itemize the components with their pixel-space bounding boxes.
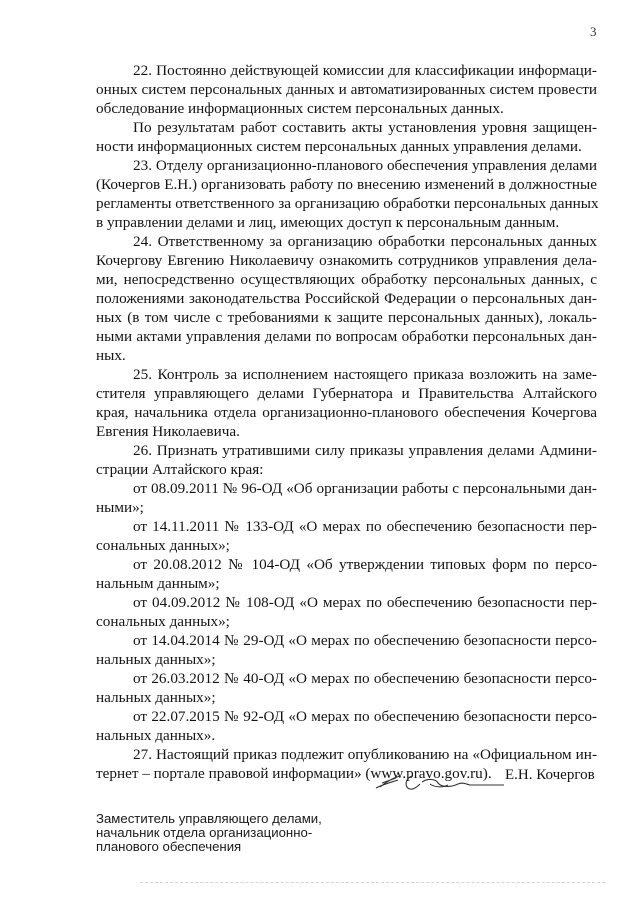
paragraph-24-line-6: ными актами управления делами по вопросам обработки персональных дан- — [96, 328, 597, 345]
paragraph-24-line-2: Кочергову Евгению Николаевичу ознакомить сотрудников управления дела- — [96, 252, 597, 269]
order-item-2-line-2: сональных данных»; — [96, 537, 230, 554]
paragraph-24-line-5: ных (в том числе с требованиями к защите персональных данных), локаль- — [96, 309, 597, 326]
paragraph-26-line-2: страции Алтайского края: — [96, 461, 264, 478]
order-item-7-line-2: нальных данных». — [96, 727, 216, 744]
order-item-5-line-1: от 14.04.2014 № 29-ОД «О мерах по обеспечению безопасности персо- — [133, 632, 597, 649]
paragraph-22-line-2: онных систем персональных данных и автоматизированных систем провести — [96, 81, 597, 98]
paragraph-23-line-3: регламенты ответственного за организацию обработки персональных данных — [96, 195, 599, 212]
signatory-position-line-3: планового обеспечения — [96, 839, 242, 854]
paragraph-26-line-1: 26. Признать утратившими силу приказы управления делами Админи- — [133, 442, 597, 459]
handwritten-signature — [372, 764, 507, 798]
paragraph-27-line-1: 27. Настоящий приказ подлежит опубликованию на «Официальном ин- — [133, 746, 597, 763]
paragraph-22-line-3: обследование информационных систем персональных данных. — [96, 100, 504, 117]
paragraph-24-line-7: ных. — [96, 347, 126, 364]
order-item-7-line-1: от 22.07.2015 № 92-ОД «О мерах по обеспечению безопасности персо- — [133, 708, 597, 725]
paragraph-25-line-1: 25. Контроль за исполнением настоящего приказа возложить на заме- — [133, 366, 597, 383]
paragraph-24-line-4: положениями законодательства Российской Федерации о персональных дан- — [96, 290, 597, 307]
order-item-1-line-2: ными»; — [96, 499, 144, 516]
order-item-2-line-1: от 14.11.2011 № 133-ОД «О мерах по обеспечению безопасности пер- — [133, 518, 597, 535]
signatory-position-line-2: начальник отдела организационно- — [96, 825, 313, 840]
order-item-5-line-2: нальных данных»; — [96, 651, 216, 668]
paragraph-23-line-4: в управлении делами и лиц, имеющих доступ к персональным данным. — [96, 214, 560, 231]
paragraph-23-line-1: 23. Отделу организационно-планового обеспечения управления делами — [133, 157, 597, 174]
paragraph-25-line-4: Евгения Николаевича. — [96, 423, 240, 440]
paragraph-22-line-1: 22. Постоянно действующей комиссии для классификации информаци- — [133, 62, 597, 79]
paragraph-24-line-3: ми, непосредственно осуществляющих обработку персональных данных, с — [96, 271, 597, 288]
paragraph-25-line-2: стителя управляющего делами Губернатора и Правительства Алтайского — [96, 385, 597, 402]
paragraph-results-line-2: ности информационных систем персональных данных управления делами. — [96, 138, 582, 155]
order-item-1-line-1: от 08.09.2011 № 96-ОД «Об организации работы с персональными дан- — [133, 480, 597, 497]
order-item-3-line-1: от 20.08.2012 № 104-ОД «Об утверждении типовых форм по персо- — [133, 556, 597, 573]
signatory-name: Е.Н. Кочергов — [505, 767, 595, 783]
order-item-3-line-2: нальным данным»; — [96, 575, 220, 592]
order-item-6-line-1: от 26.03.2012 № 40-ОД «О мерах по обеспечению безопасности персо- — [133, 670, 597, 687]
signatory-position-line-1: Заместитель управляющего делами, — [96, 811, 322, 826]
paragraph-24-line-1: 24. Ответственному за организацию обработки персональных данных — [133, 233, 597, 250]
paragraph-results-line-1: По результатам работ составить акты установления уровня защищен- — [133, 119, 597, 136]
footer-divider — [140, 882, 605, 883]
paragraph-23-line-2: (Кочергов Е.Н.) организовать работу по внесению изменений в должностные — [96, 176, 597, 193]
paragraph-25-line-3: края, начальника отдела организационно-планового обеспечения Кочергова — [96, 404, 597, 421]
page-number: 3 — [590, 24, 597, 39]
order-item-4-line-1: от 04.09.2012 № 108-ОД «О мерах по обеспечению безопасности пер- — [133, 594, 597, 611]
order-item-4-line-2: сональных данных»; — [96, 613, 230, 630]
paragraph-27-line-2: тернет – портале правовой информации» (www.pravo.gov.ru). — [96, 765, 492, 782]
order-item-6-line-2: нальных данных»; — [96, 689, 216, 706]
